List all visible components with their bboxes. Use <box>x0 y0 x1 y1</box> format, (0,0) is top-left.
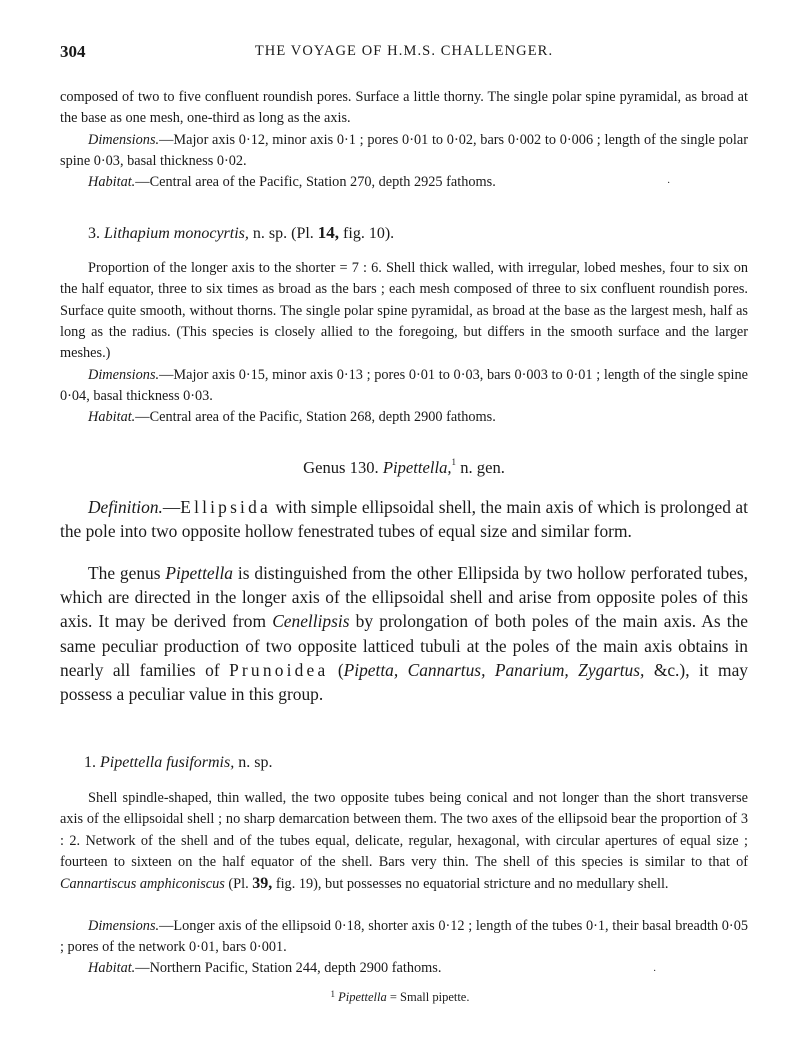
species3-fig: fig. 10). <box>343 225 395 242</box>
definition-group: Ellipsida <box>180 497 271 517</box>
species3-description: Proportion of the longer axis to the shorter = 7 : 6. Shell thick walled, with irregular, lobed meshes, four to six on the half equator, three to six times as broad as the bars ; each mesh composed of three to six confluent roundish pores. Surface quite smooth, without thorns. The single polar spine pyramidal, as broad at the base as the largest mesh, half as long as the radius. (This species is closely allied to the foregoing, but differs in the smooth surface and the larger meshes.) <box>60 260 748 362</box>
genus-heading <box>60 458 748 478</box>
taxa-list: Pipetta, Cannartus, Panarium, Zygartus, <box>343 659 645 680</box>
genus-suffix: n. gen. <box>460 458 505 477</box>
dimensions-text: —Major axis 0·15, minor axis 0·13 ; pores 0·01 to 0·03, bars 0·003 to 0·01 ; length of the single spine 0·04, basal thickness 0·03. <box>60 367 748 405</box>
dimensions-text: —Major axis 0·12, minor axis 0·1 ; pores 0·01 to 0·02, bars 0·002 to 0·006 ; length of the single polar spine 0·03, basal thickness 0·02. <box>60 132 748 170</box>
footnote-mark: 1 <box>330 989 336 999</box>
dimensions-label: Dimensions. <box>88 918 160 934</box>
prev-species-dimensions <box>60 130 748 173</box>
species3-number: 3. <box>88 225 100 242</box>
definition-text: with simple ellipsoidal shell, the main axis of which is prolonged at the pole into two opposite hollow fenestrated tubes of equal size and similar form. <box>60 497 748 542</box>
description-text: fig. 19), but possesses no equatorial stricture and no medullary shell. <box>275 876 669 893</box>
footnote-term: Pipettella <box>338 990 387 1004</box>
habitat-label: Habitat. <box>88 960 136 976</box>
species3-name: Lithapium monocyrtis, <box>104 225 249 242</box>
compare-taxon: Cannartiscus amphiconiscus <box>60 876 225 893</box>
species3-heading <box>88 222 748 245</box>
species1-heading <box>84 752 748 774</box>
habitat-label: Habitat. <box>88 174 136 190</box>
definition-label: Definition. <box>88 497 163 517</box>
species3-author: n. sp. (Pl. <box>252 225 314 242</box>
footnote-ref: 1 <box>451 457 457 467</box>
speck-mark: · <box>667 178 671 189</box>
species1-plate: 39, <box>252 875 273 893</box>
speck-mark: · <box>653 966 657 977</box>
description-text: Shell spindle-shaped, thin walled, the two opposite tubes being conical and not longer than the short transverse axis of the ellipsoidal shell ; no sharp demarcation between them. The two axes of the ellipsoid bear the proportion of 3 : 2. Network of the shell and of the tubes equal, delicate, regular, hexagonal, with circular apertures of equal size ; fourteen to sixteen on the half equator of the shell. Bars very thin. The shell of this species is similar to that of <box>60 790 748 870</box>
discussion-text: is distinguished from the other Ellipsida by two hollow perforated tubes, which are directed in the longer axis of the ellipsoidal shell and arise from opposite poles of this axis. It may be derived from <box>60 563 748 632</box>
running-header <box>60 42 748 62</box>
genus-label: Genus 130. <box>303 458 379 477</box>
prunoidea-ref: Prunoidea <box>229 659 329 680</box>
description-text: (Pl. <box>228 876 249 893</box>
discussion-text: &c.), it may possess a peculiar value in this group. <box>60 659 748 705</box>
species1-author: n. sp. <box>238 754 273 771</box>
discussion-text: by prolongation of both poles of the main axis. As the same peculiar production of two opposite latticed tubuli at the poles of the main axis obtains in nearly all families of <box>60 611 748 680</box>
habitat-text: —Central area of the Pacific, Station 270, depth 2925 fathoms. <box>135 174 496 190</box>
genus-discussion <box>60 561 748 706</box>
genus-definition <box>60 495 748 543</box>
prev-species-description: composed of two to five confluent roundish pores. Surface a little thorny. The single polar spine pyramidal, as broad at the base as one mesh, one-third as long as the axis. <box>60 89 748 127</box>
dimensions-text: —Longer axis of the ellipsoid 0·18, shorter axis 0·12 ; length of the tubes 0·1, their basal breadth 0·05 ; pores of the network 0·01, bars 0·001. <box>60 918 748 956</box>
habitat-label: Habitat. <box>88 409 136 425</box>
habitat-text: —Northern Pacific, Station 244, depth 2900 fathoms. <box>135 960 442 976</box>
running-title: THE VOYAGE OF H.M.S. CHALLENGER. <box>254 43 554 59</box>
page-number: 304 <box>60 42 86 61</box>
cenellipsis-ref: Cenellipsis <box>272 611 350 632</box>
prev-species-habitat <box>60 172 748 193</box>
species1-habitat <box>60 958 748 979</box>
dimensions-label: Dimensions. <box>88 367 160 383</box>
species1-dimensions <box>60 916 748 959</box>
dimensions-label: Dimensions. <box>88 132 160 148</box>
genus-name: Pipettella, <box>382 458 452 477</box>
discussion-paren: ( <box>337 659 344 680</box>
habitat-text: —Central area of the Pacific, Station 268, depth 2900 fathoms. <box>135 409 496 425</box>
species3-habitat <box>60 407 748 428</box>
definition-dash: — <box>162 497 181 517</box>
species3-plate: 14, <box>317 223 340 242</box>
genus-name-ref: Pipettella <box>165 563 234 583</box>
species1-description <box>60 788 748 895</box>
discussion-text: The genus <box>88 563 161 583</box>
footnote <box>0 990 800 1005</box>
species1-name: Pipettella fusiformis, <box>100 754 235 771</box>
species1-number: 1. <box>84 754 96 771</box>
footnote-text: = Small pipette. <box>389 990 470 1004</box>
species3-dimensions <box>60 365 748 408</box>
